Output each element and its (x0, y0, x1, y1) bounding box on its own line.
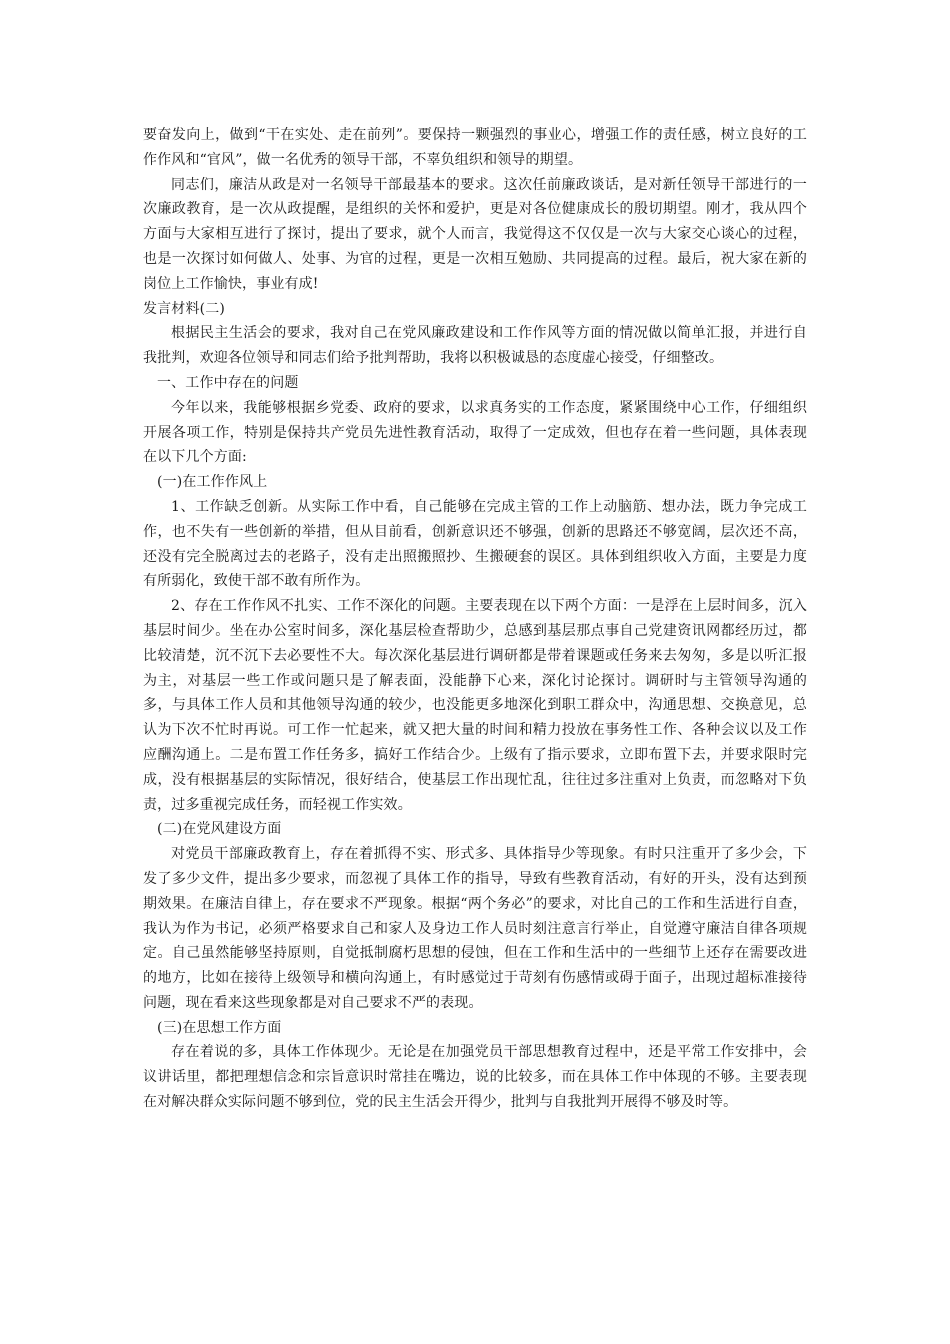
paragraph-intro: 根据民主生活会的要求，我对自己在党风廉政建设和工作作风等方面的情况做以简单汇报，并进行自我批判，欢迎各位领导和同志们给予批判帮助，我将以积极诚恳的态度虚心接受，仔细整改。 (143, 325, 807, 367)
heading-work-style: (一)在工作作风上 (157, 474, 268, 491)
section-title: 发言材料(二) (143, 300, 225, 317)
paragraph-point-1: 1、工作缺乏创新。从实际工作中看，自己能够在完成主管的工作上动脑筋、想办法，既力争完成工作，也不失有一些创新的举措，但从目前看，创新意识还不够强，创新的思路还不够宽阔，层次还不高，还没有完全脱离过去的老路子，没有走出照搬照抄、生搬硬套的误区。具体到组织收入方面，主要是力度有所弱化，致使干部不敢有所作为。 (143, 498, 807, 590)
paragraph-ideology: 存在着说的多，具体工作体现少。无论是在加强党员干部思想教育过程中，还是平常工作安排中，会议讲话里，都把理想信念和宗旨意识时常挂在嘴边，说的比较多，而在具体工作中体现的不够。主要表现在对解决群众实际问题不够到位，党的民主生活会开得少，批判与自我批判开展得不够及时等。 (143, 1044, 807, 1111)
paragraph-point-2: 2、存在工作作风不扎实、工作不深化的问题。主要表现在以下两个方面：一是浮在上层时间多，沉入基层时间少。坐在办公室时间多，深化基层检查帮助少，总感到基层那点事自己党建资讯网都经历过，都比较清楚，沉不沉下去必要性不大。每次深化基层进行调研都是带着课题或任务来去匆匆，多是以听汇报为主，对基层一些工作或问题只是了解表面，没能静下心来，深化讨论探讨。调研时与主管领导沟通的多，与具体工作人员和其他领导沟通的较少，也没能更多地深化到职工群众中，沟通思想、交换意见，总认为下次不忙时再说。可工作一忙起来，就又把大量的时间和精力投放在事务性工作、各种会议以及工作应酬沟通上。二是布置工作任务多，搞好工作结合少。上级有了指示要求，立即布置下去，并要求限时完成，没有根据基层的实际情况，很好结合，使基层工作出现忙乱，往往过多注重对上负责，而忽略对下负责，过多重视完成任务，而轻视工作实效。 (143, 598, 807, 813)
paragraph-closing-remarks: 同志们，廉洁从政是对一名领导干部最基本的要求。这次任前廉政谈话，是对新任领导干部进行的一次廉政教育，是一次从政提醒，是组织的关怀和爱护，更是对各位健康成长的殷切期望。刚才，我从四个方面与大家相互进行了探讨，提出了要求，就个人而言，我觉得这不仅仅是一次与大家交心谈心的过程，也是一次探讨如何做人、处事、为官的过程，更是一次相互勉励、共同提高的过程。最后，祝大家在新的岗位上工作愉快，事业有成! (143, 176, 807, 292)
paragraph-party-style: 对党员干部廉政教育上，存在着抓得不实、形式多、具体指导少等现象。有时只注重开了多少会，下发了多少文件，提出多少要求，而忽视了具体工作的指导，导致有些教育活动，有好的开头，没有达到预期效果。在廉洁自律上，存在要求不严现象。根据“两个务必”的要求，对比自己的工作和生活进行自查，我认为作为书记，必须严格要求自己和家人及身边工作人员时刻注意言行举止，自觉遵守廉洁自律各项规定。自己虽然能够坚持原则，自觉抵制腐朽思想的侵蚀，但在工作和生活中的一些细节上还存在需要改进的地方，比如在接待上级领导和横向沟通上，有时感觉过于苛刻有伤感情或碍于面子，出现过超标准接待问题，现在看来这些现象都是对自己要求不严的表现。 (143, 846, 807, 1011)
paragraph-continuation: 要奋发向上，做到“干在实处、走在前列”。要保持一颗强烈的事业心，增强工作的责任感，树立良好的工作作风和“官风”，做一名优秀的领导干部，不辜负组织和领导的期望。 (143, 127, 807, 168)
heading-problems: 一、工作中存在的问题 (157, 374, 299, 391)
paragraph-overview: 今年以来，我能够根据乡党委、政府的要求，以求真务实的工作态度，紧紧围绕中心工作，仔细组织开展各项工作，特别是保持共产党员先进性教育活动，取得了一定成效，但也存在着一些问题，具体表现在以下几个方面: (143, 399, 807, 466)
document-page (143, 123, 807, 1115)
heading-ideology: (三)在思想工作方面 (157, 1019, 282, 1036)
heading-party-style: (二)在党风建设方面 (157, 821, 282, 838)
